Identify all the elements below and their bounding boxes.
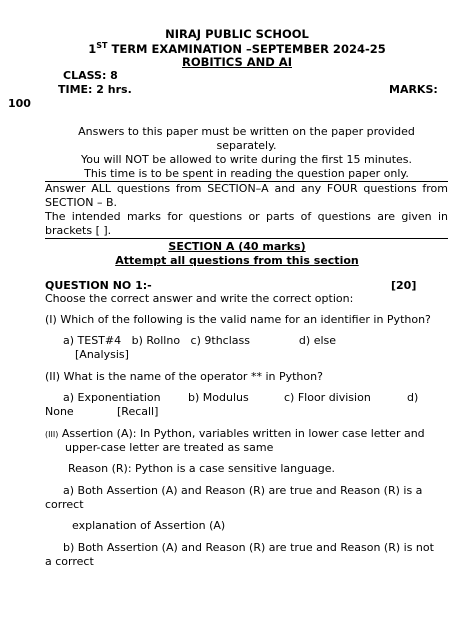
subquestion-2-option-a: a) Exponentiation	[63, 391, 161, 404]
question-instruction: Choose the correct answer and write the correct option:	[45, 292, 354, 305]
subquestion-3-line-1	[45, 427, 425, 440]
subquestion-2-option-c: c) Floor division	[284, 391, 371, 404]
marks-label: MARKS:	[389, 83, 438, 96]
instruction-line-1: Answers to this paper must be written on the paper provided	[78, 125, 415, 138]
instruction-line-3: You will NOT be allowed to write during the first 15 minutes.	[80, 153, 413, 166]
question-marks: [20]	[391, 279, 417, 292]
instruction-line-6: SECTION – B.	[45, 196, 117, 209]
subquestion-3-line-2: upper-case letter are treated as same	[65, 441, 274, 454]
section-a-subtitle	[0, 254, 474, 267]
instruction-line-5: Answer ALL questions from SECTION–A and any FOUR questions from	[45, 182, 448, 195]
exam-title	[0, 41, 474, 56]
subquestion-1-options: a) TEST#4 b) Rollno c) 9thclass d) else	[63, 334, 337, 347]
subquestion-1-tag: [Analysis]	[75, 348, 129, 361]
subquestion-2-tag: [Recall]	[117, 405, 159, 418]
time-label: TIME: 2 hrs.	[58, 83, 132, 96]
subquestion-3-option-b-line-1: b) Both Assertion (A) and Reason (R) are true and Reason (R) is not	[63, 541, 434, 554]
section-a-title-text: SECTION A (40 marks)	[168, 240, 306, 253]
subquestion-3-option-a-line-3: explanation of Assertion (A)	[72, 519, 226, 532]
exam-ordinal-suffix: ST	[96, 41, 108, 50]
subquestion-2-option-b: b) Modulus	[188, 391, 249, 404]
instruction-line-2: separately.	[216, 139, 277, 152]
subject-title	[0, 55, 474, 69]
divider-bottom	[45, 238, 448, 239]
subquestion-2-option-d: d)	[407, 391, 419, 404]
subquestion-3-option-b-line-2: a correct	[45, 555, 94, 568]
section-a-title	[0, 240, 474, 253]
marks-value: 100	[8, 97, 31, 110]
subquestion-3-reason: Reason (R): Python is a case sensitive language.	[68, 462, 336, 475]
subquestion-2-option-d-text: None	[45, 405, 74, 418]
subject-name: ROBITICS AND AI	[182, 55, 292, 69]
exam-ordinal: 1	[88, 41, 97, 56]
instruction-line-4: This time is to be spent in reading the question paper only.	[84, 167, 409, 180]
subquestion-1-text: (I) Which of the following is the valid name for an identifier in Python?	[45, 313, 431, 326]
class-label: CLASS: 8	[63, 69, 118, 82]
section-a-subtitle-text: Attempt all questions from this section	[115, 254, 359, 267]
subquestion-3-option-a-line-2: correct	[45, 498, 84, 511]
subquestion-2-text: (II) What is the name of the operator ** in Python?	[45, 370, 323, 383]
question-heading: QUESTION NO 1:-	[45, 279, 152, 292]
instruction-line-8: brackets [ ].	[45, 224, 112, 237]
exam-title-rest: TERM EXAMINATION –SEPTEMBER 2024-25	[107, 41, 386, 56]
subquestion-3-option-a-line-1: a) Both Assertion (A) and Reason (R) are true and Reason (R) is a	[63, 484, 423, 497]
subquestion-3-assertion: Assertion (A): In Python, variables written in lower case letter and	[58, 427, 425, 440]
instruction-line-7: The intended marks for questions or parts of questions are given in	[45, 210, 448, 223]
school-name: NIRAJ PUBLIC SCHOOL	[165, 27, 309, 41]
subquestion-3-number: (III)	[45, 430, 59, 439]
